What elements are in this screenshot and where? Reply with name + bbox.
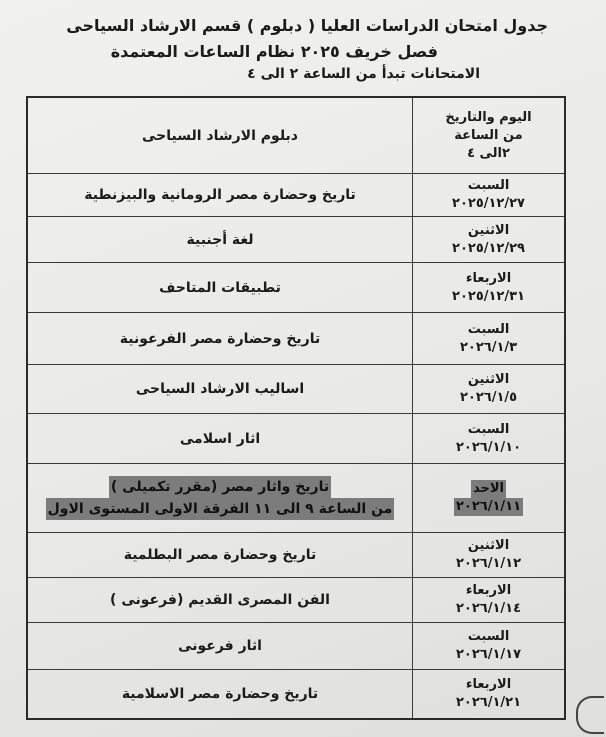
subject-note: من الساعة ٩ الى ١١ الفرقة الاولى المستوى الاول	[46, 498, 395, 520]
day-name: السبت	[467, 629, 510, 644]
table-row	[28, 414, 564, 464]
subject-name: تاريخ وحضارة مصر الفرعونية	[119, 330, 321, 347]
table-row	[28, 217, 564, 263]
exam-date: ٢٠٢٦/١/١٤	[455, 601, 522, 616]
date-cell	[412, 174, 564, 216]
day-name: الاثنين	[467, 372, 510, 387]
date-cell	[412, 533, 564, 577]
table-row-highlighted	[28, 464, 564, 533]
subject-cell	[28, 174, 412, 216]
title-line-3: الامتحانات تبدأ من الساعة ٢ الى ٤	[247, 66, 480, 82]
handwritten-mark	[576, 696, 604, 734]
date-cell	[412, 670, 564, 718]
exam-date: ٢٠٢٦/١/١٠	[455, 439, 522, 455]
date-cell	[412, 365, 564, 413]
subject-name: لغة أجنبية	[186, 231, 254, 248]
title-line-1: جدول امتحان الدراسات العليا ( دبلوم ) قسم الارشاد السياحى	[66, 16, 548, 35]
subject-cell	[28, 263, 412, 312]
exam-date: ٢٠٢٦/١/٥	[459, 390, 518, 405]
subject-name: تاريخ واثار مصر (مقرر تكميلى )	[109, 476, 331, 498]
day-name: الاربعاء	[465, 583, 512, 598]
subject-cell	[28, 670, 412, 718]
header-subject-label: دبلوم الارشاد السياحى	[142, 127, 298, 144]
date-cell	[412, 414, 564, 463]
subject-cell	[28, 578, 412, 622]
day-name: السبت	[467, 321, 510, 337]
table-row	[28, 313, 564, 365]
day-name: السبت	[467, 421, 510, 437]
subject-name: تاريخ وحضارة مصر الاسلامية	[121, 686, 319, 702]
subject-cell	[28, 313, 412, 364]
subject-name: اثار اسلامى	[179, 430, 261, 447]
date-cell	[412, 217, 564, 262]
exam-date: ٢٠٢٥/١٢/٢٩	[452, 240, 525, 256]
table-row	[28, 365, 564, 414]
table-header-row	[28, 98, 564, 174]
date-cell	[412, 578, 564, 622]
day-name: الاربعاء	[465, 270, 512, 286]
day-name: السبت	[467, 178, 510, 193]
header-time-label: من الساعة	[454, 127, 523, 143]
subject-cell	[28, 365, 412, 413]
table-row	[28, 533, 564, 578]
exam-date: ٢٠٢٦/١/١٢	[455, 556, 522, 571]
exam-date: ٢٠٢٦/١/٢١	[455, 695, 522, 710]
date-cell	[412, 623, 564, 669]
exam-date: ٢٠٢٦/١/٣	[459, 339, 518, 355]
subject-name: تطبيقات المتاحف	[159, 279, 281, 296]
exam-date: ٢٠٢٥/١٢/٣١	[452, 288, 525, 304]
table-row	[28, 174, 564, 217]
table-row	[28, 623, 564, 670]
subject-cell	[28, 217, 412, 262]
header-date-label: اليوم والتاريخ	[445, 109, 532, 125]
exam-date: ٢٠٢٥/١٢/٢٧	[452, 196, 525, 211]
date-cell	[412, 313, 564, 364]
date-cell	[412, 263, 564, 312]
day-name: الاربعاء	[465, 677, 512, 692]
header-time-range: ٢الى ٤	[467, 145, 510, 161]
day-name: الاحد	[473, 481, 505, 496]
header-date-cell	[412, 98, 564, 173]
subject-cell	[28, 533, 412, 577]
table-row	[28, 263, 564, 313]
table-row	[28, 578, 564, 623]
day-name: الاثنين	[467, 222, 510, 238]
subject-name: تاريخ وحضارة مصر البطلمية	[123, 547, 317, 563]
date-cell	[412, 464, 564, 532]
subject-cell	[28, 623, 412, 669]
subject-name: تاريخ وحضارة مصر الرومانية والبيزنطية	[84, 187, 356, 203]
subject-name: اثار فرعونى	[178, 638, 262, 654]
exam-schedule-table	[26, 96, 566, 720]
header-subject-cell	[28, 98, 412, 173]
subject-cell	[28, 414, 412, 463]
subject-cell	[28, 464, 412, 532]
subject-name: الفن المصرى القديم (فرعونى )	[110, 592, 330, 608]
title-line-2: فصل خريف ٢٠٢٥ نظام الساعات المعتمدة	[110, 42, 438, 61]
exam-date: ٢٠٢٦/١/١٧	[455, 647, 522, 662]
exam-date: ٢٠٢٦/١/١١	[455, 499, 522, 514]
day-name: الاثنين	[467, 538, 510, 553]
subject-name: اساليب الارشاد السياحى	[135, 381, 305, 397]
table-row	[28, 670, 564, 718]
